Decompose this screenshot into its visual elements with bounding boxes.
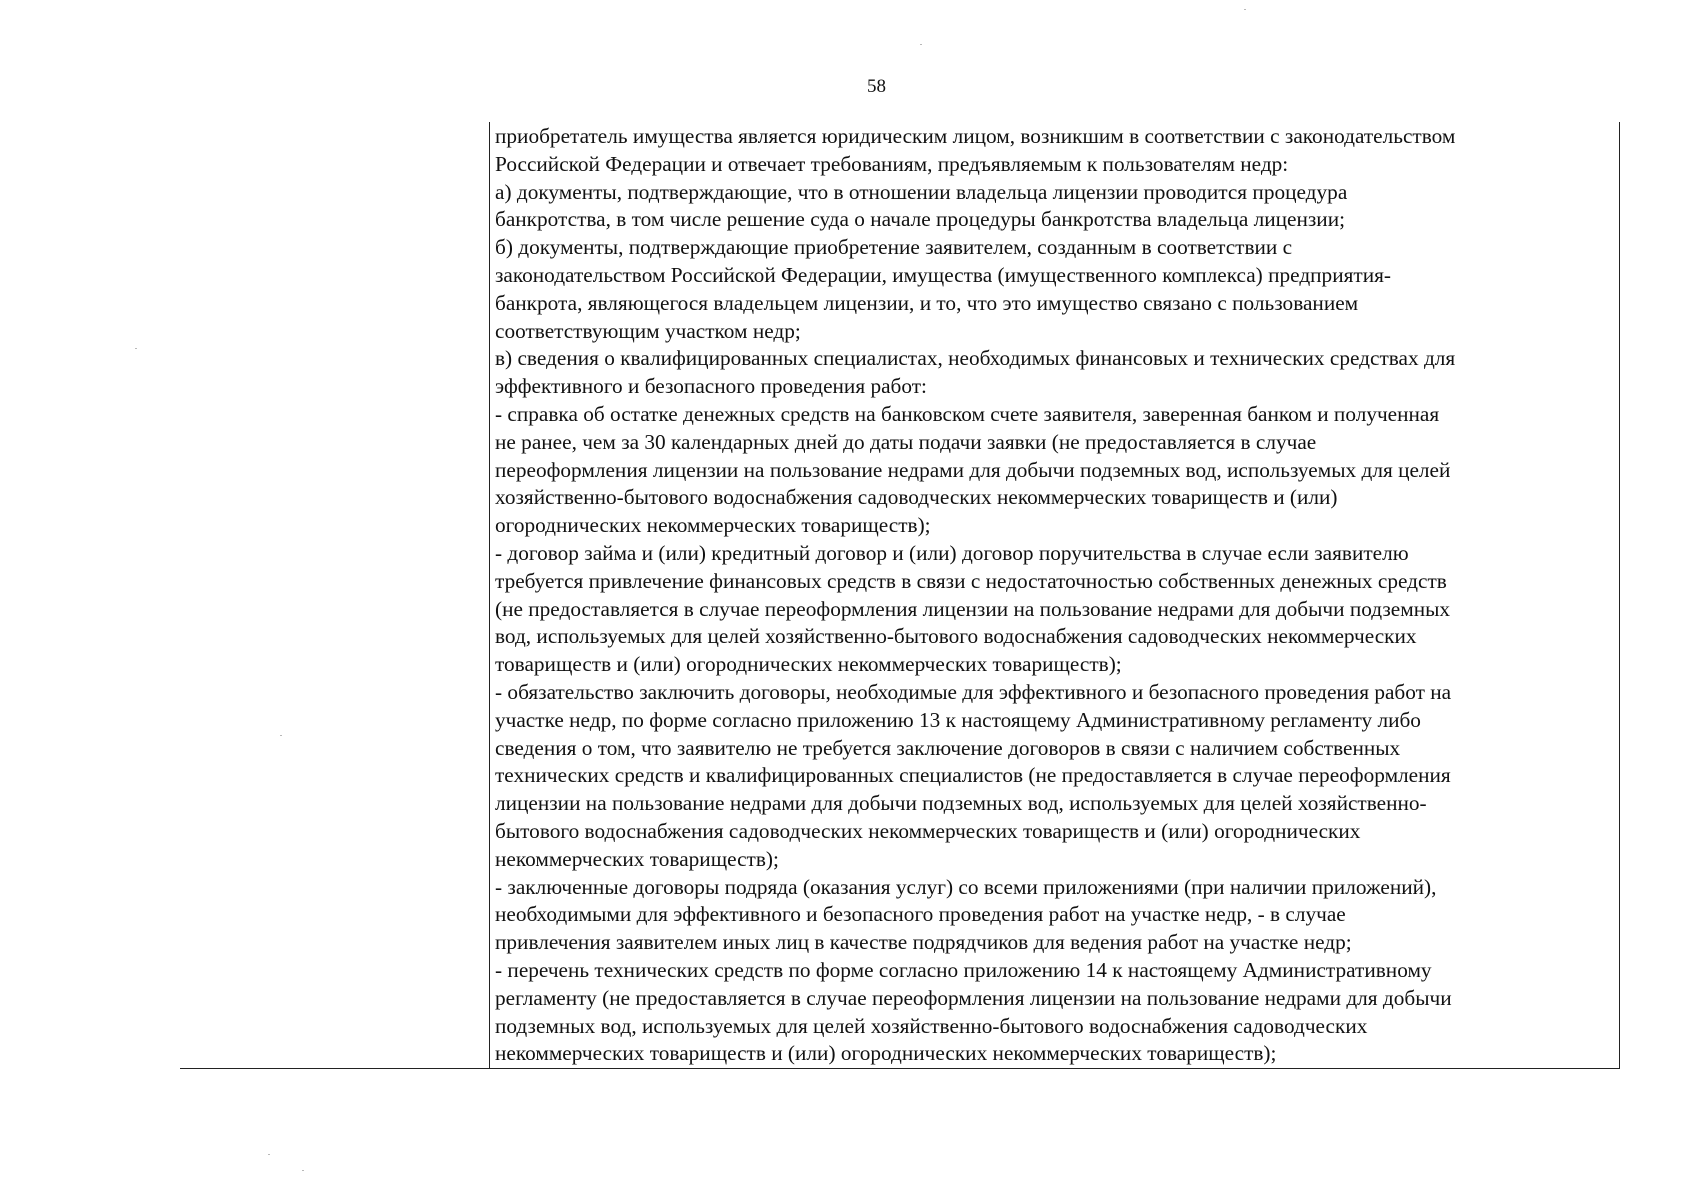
text-line: огороднических некоммерческих товариществ); <box>495 513 931 538</box>
scan-speck <box>302 1170 304 1171</box>
text-line: банкрота, являющегося владельцем лицензии, и то, что это имущество связано с пользованием <box>495 290 1359 315</box>
table-row <box>180 122 1620 1069</box>
text-line: а) документы, подтверждающие, что в отношении владельца лицензии проводится процедура <box>495 179 1348 204</box>
scan-speck <box>1244 9 1246 10</box>
text-line: бытового водоснабжения садоводческих некоммерческих товариществ и (или) огороднических <box>495 818 1361 843</box>
scan-speck <box>268 1154 270 1155</box>
text-line: вод, используемых для целей хозяйственно-бытового водоснабжения садоводческих некоммерческих <box>495 624 1417 649</box>
scan-speck <box>280 735 282 736</box>
text-line: - договор займа и (или) кредитный договор и (или) договор поручительства в случае если заявителю <box>495 540 1409 565</box>
text-line: - справка об остатке денежных средств на банковском счете заявителя, заверенная банком и полученная <box>495 401 1440 426</box>
text-line: хозяйственно-бытового водоснабжения садоводческих некоммерческих товариществ и (или) <box>495 485 1338 510</box>
text-line: сведения о том, что заявителю не требуется заключение договоров в связи с наличием собственных <box>495 735 1401 760</box>
text-line: технических средств и квалифицированных специалистов (не предоставляется в случае переоформления <box>495 763 1451 788</box>
text-line: (не предоставляется в случае переоформления лицензии на пользование недрами для добычи подземных <box>495 596 1451 621</box>
text-line: приобретатель имущества является юридическим лицом, возникшим в соответствии с законодательством <box>495 124 1456 148</box>
text-line: банкротства, в том числе решение суда о начале процедуры банкротства владельца лицензии; <box>495 207 1346 232</box>
text-line: лицензии на пользование недрами для добычи подземных вод, используемых для целей хозяйственно- <box>495 791 1427 816</box>
document-table <box>180 122 1620 1069</box>
text-line: б) документы, подтверждающие приобретение заявителем, созданным в соответствии с <box>495 235 1293 260</box>
text-line: Российской Федерации и отвечает требованиям, предъявляемым к пользователям недр: <box>495 151 1289 176</box>
text-line: не ранее, чем за 30 календарных дней до даты подачи заявки (не предоставляется в случае <box>495 429 1317 454</box>
text-line: необходимыми для эффективного и безопасного проведения работ на участке недр, - в случае <box>495 902 1346 927</box>
table-cell-right <box>490 122 1620 1069</box>
text-line: привлечения заявителем иных лиц в качестве подрядчиков для ведения работ на участке недр; <box>495 930 1352 955</box>
page-number: 58 <box>867 76 886 97</box>
text-line: в) сведения о квалифицированных специалистах, необходимых финансовых и технических средствах для <box>495 346 1456 371</box>
scan-speck <box>135 348 137 349</box>
text-line: некоммерческих товариществ); <box>495 846 779 871</box>
text-line: участке недр, по форме согласно приложению 13 к настоящему Административному регламенту либо <box>495 707 1421 732</box>
text-line: регламенту (не предоставляется в случае переоформления лицензии на пользование недрами для добычи <box>495 985 1452 1010</box>
text-line: - заключенные договоры подряда (оказания услуг) со всеми приложениями (при наличии приложений), <box>495 874 1437 899</box>
text-line: соответствующим участком недр; <box>495 318 801 343</box>
text-line: переоформления лицензии на пользование недрами для добычи подземных вод, используемых для целей <box>495 457 1451 482</box>
text-line: подземных вод, используемых для целей хозяйственно-бытового водоснабжения садоводческих <box>495 1013 1368 1038</box>
scan-speck <box>920 44 922 45</box>
text-line: - обязательство заключить договоры, необходимые для эффективного и безопасного проведения работ на <box>495 679 1452 704</box>
text-line: законодательством Российской Федерации, имущества (имущественного комплекса) предприятия- <box>495 262 1391 287</box>
text-line: некоммерческих товариществ и (или) огороднических некоммерческих товариществ); <box>495 1041 1277 1066</box>
text-line: товариществ и (или) огороднических некоммерческих товариществ); <box>495 652 1122 677</box>
text-line: - перечень технических средств по форме согласно приложению 14 к настоящему Административному <box>495 957 1432 982</box>
text-line: эффективного и безопасного проведения работ: <box>495 374 927 399</box>
table-cell-left <box>180 122 490 1069</box>
text-line: требуется привлечение финансовых средств в связи с недостаточностью собственных денежных средств <box>495 568 1447 593</box>
